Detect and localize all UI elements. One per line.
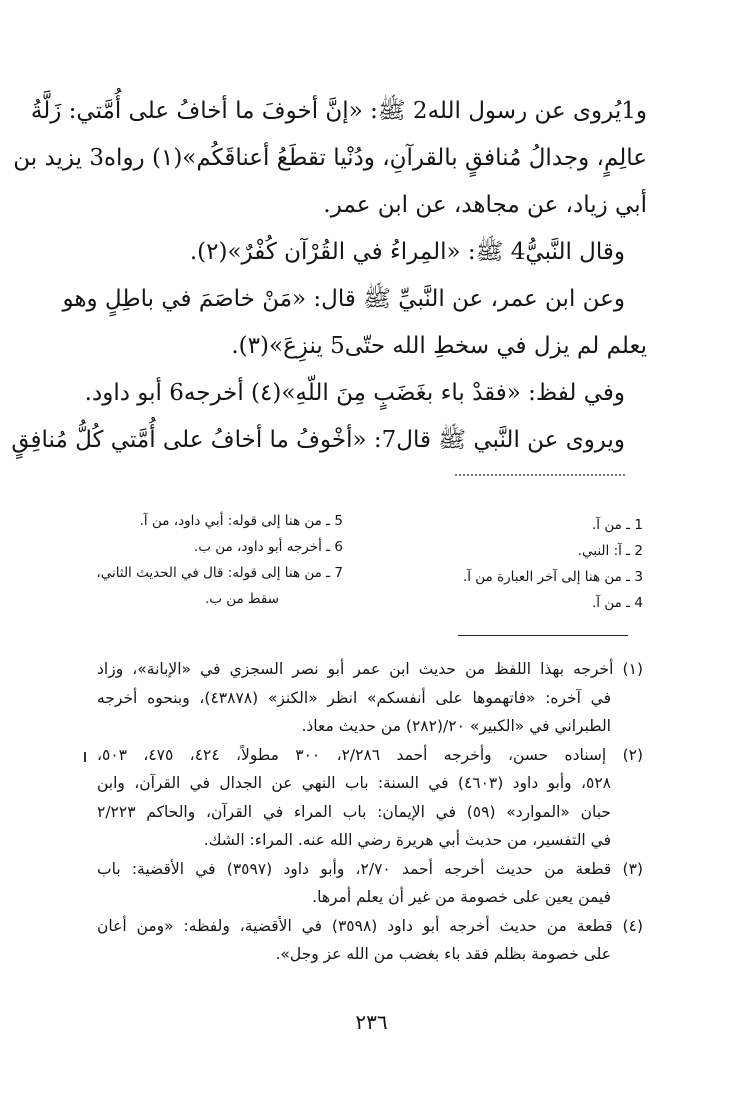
main-line: أبي زياد، عن مجاهد، عن ابن عمر. bbox=[323, 192, 647, 218]
main-text bbox=[11, 88, 647, 464]
main-line: وفي لفظ: «فقدْ باء بغَضَبٍ مِنَ اللّهِ»(٤) أخرجه6 أبو داود. bbox=[84, 380, 625, 406]
dotted-divider bbox=[455, 474, 625, 486]
variant-note: 2 ـ آ: النبي. bbox=[577, 543, 643, 559]
footnote-separator bbox=[458, 635, 628, 636]
footnote-line: (١) أخرجه بهذا اللفظ من حديث ابن عمر أبو نصر السجزي في «الإبانة»، وزاد bbox=[97, 660, 643, 678]
main-line: و1يُروى عن رسول الله2 ﷺ: «إنَّ أخوفَ ما أخافُ على أُمَّتي: زَلَّةُ bbox=[30, 98, 647, 124]
footnote-1 bbox=[97, 655, 643, 741]
variant-note: 5 ـ من هنا إلى قوله: أبي داود، من آ. bbox=[139, 513, 343, 529]
main-line: عالِمٍ، وجدالُ مُنافقٍ بالقرآنِ، ودُنْيا تقطَعُ أعناقَكُم»(١) رواه3 يزيد بن bbox=[13, 145, 647, 171]
footnotes bbox=[97, 655, 643, 969]
footnote-line: (٤) قطعة من حديث أخرجه أبو داود (٣٥٩٨) في الأقضية، ولفظه: «ومن أعان bbox=[97, 916, 643, 935]
footnote-2 bbox=[97, 741, 643, 855]
variant-note: سقط من ب. bbox=[204, 591, 279, 607]
footnote-line: (٢) إسناده حسن، وأخرجه أحمد ٢/٢٨٦، ٣٠٠ مطولاً، ٤٢٤، ٤٧٥، ٥٠٣، bbox=[97, 745, 644, 764]
footnote-line: فيمن يعين على خصومة من غير أن يعلم أمرها. bbox=[312, 888, 611, 906]
variant-notes-left bbox=[96, 508, 343, 612]
footnote-line: ٥٢٨، وأبو داود (٤٦٠٣) في السنة: باب النهي عن الجدال في القرآن، وابن bbox=[97, 774, 611, 792]
variant-note: 1 ـ من آ. bbox=[592, 517, 643, 533]
footnote-line: (٣) قطعة من حديث أخرجه أحمد ٢/٧٠، وأبو داود (٣٥٩٧) في الأقضية: باب bbox=[97, 859, 643, 878]
footnote-3 bbox=[97, 855, 643, 912]
footnote-line: حبان «الموارد» (٥٩) في الإيمان: باب المراء في القرآن، والحاكم ٢/٢٢٣ bbox=[97, 802, 611, 821]
main-line: وعن ابن عمر، عن النَّبيِّ ﷺ قال: «مَنْ خاصَمَ في باطِلٍ وهو bbox=[62, 286, 625, 312]
footnote-4 bbox=[97, 912, 643, 969]
variant-notes-right bbox=[408, 512, 643, 616]
variant-note: 6 ـ أخرجه أبو داود، من ب. bbox=[193, 539, 343, 555]
footnote-line: الطبراني في «الكبير» ٢٠/(٢٨٢) من حديث معاذ. bbox=[301, 717, 611, 735]
margin-mark bbox=[84, 752, 86, 762]
variant-note: 4 ـ من آ. bbox=[592, 595, 643, 611]
footnote-line: في آخره: «فاتهموها على أنفسكم» انظر «الكنز» (٤٣٨٧٨)، وبنحوه أخرجه bbox=[97, 688, 611, 707]
main-line: يعلم لم يزل في سخطِ الله حتّى5 ينزِعَ»(٣). bbox=[231, 333, 647, 359]
footnote-line: على خصومة بظلم فقد باء بغضب من الله عز وجل». bbox=[275, 945, 611, 963]
variant-note: 7 ـ من هنا إلى قوله: قال في الحديث الثاني، bbox=[96, 565, 343, 581]
page-number: ٢٣٦ bbox=[355, 1010, 388, 1034]
variant-note: 3 ـ من هنا إلى آخر العبارة من آ. bbox=[462, 569, 643, 585]
main-line: ويروى عن النَّبي ﷺ قال7: «أخْوفُ ما أخافُ على أُمَّتي كُلُّ مُنافِقٍ bbox=[11, 427, 625, 453]
main-line: وقال النَّبيُّ4 ﷺ: «المِراءُ في القُرْآن كُفْرٌ»(٢). bbox=[189, 239, 625, 265]
footnote-line: في التفسير، من حديث أبي هريرة رضي الله عنه. المراء: الشك. bbox=[203, 831, 611, 849]
